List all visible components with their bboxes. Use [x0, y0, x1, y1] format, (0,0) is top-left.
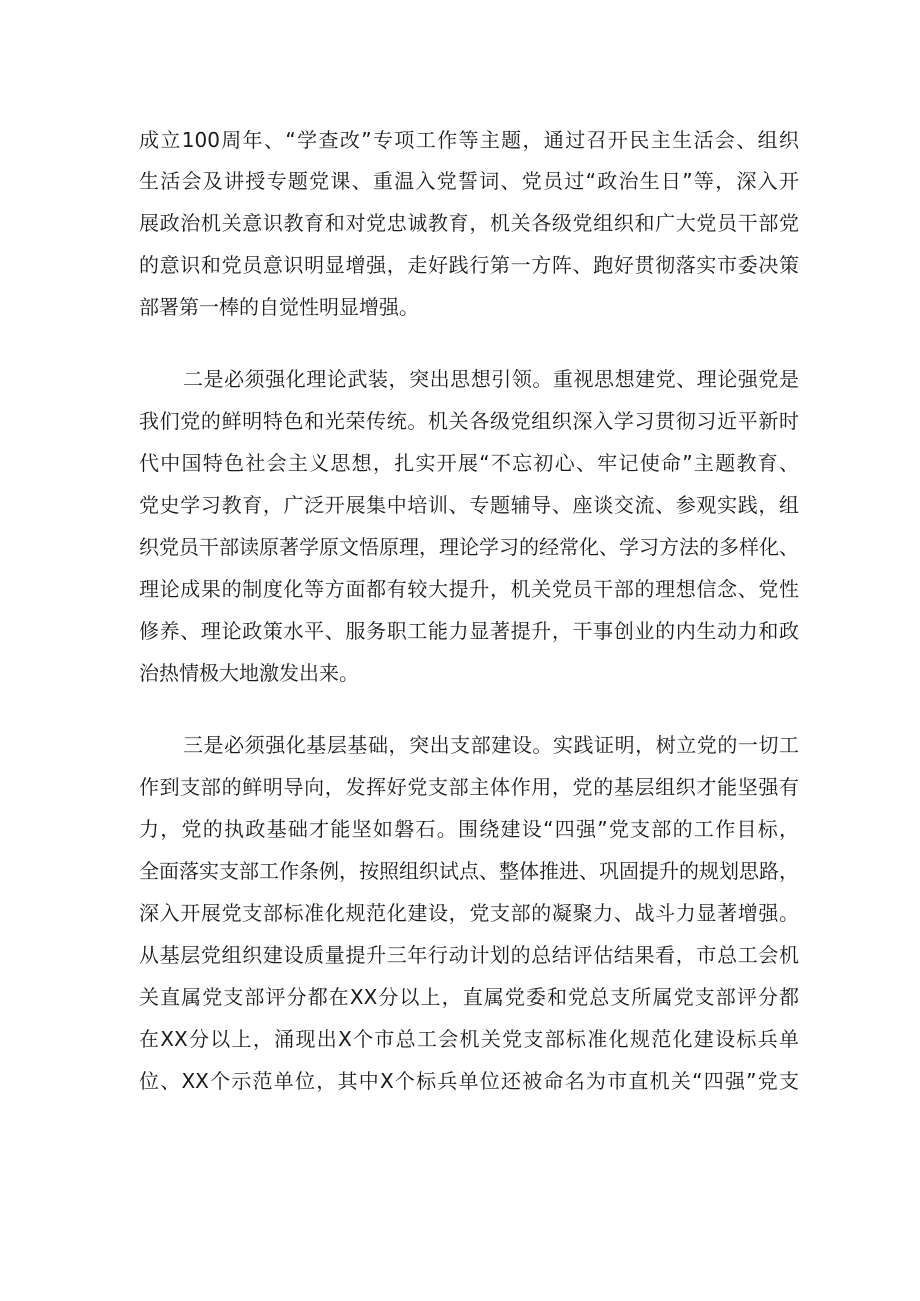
paragraph-2-line-6: 理论成果的制度化等方面都有较大提升，机关党员干部的理想信念、党性 — [139, 577, 799, 601]
paragraph-3-line-6: 从基层党组织建设质量提升三年行动计划的总结评估结果看，市总工会机 — [139, 943, 799, 967]
paragraph-3-line-7: 关直属党支部评分都在XX分以上，直属党委和党总支所属党支部评分都 — [139, 985, 799, 1009]
paragraph-2-line-5: 织党员干部读原著学原文悟原理，理论学习的经常化、学习方法的多样化、 — [139, 535, 799, 559]
paragraph-1-line-4: 的意识和党员意识明显增强，走好践行第一方阵、跑好贯彻落实市委决策 — [139, 253, 799, 277]
paragraph-2-line-8: 治热情极大地激发出来。 — [139, 661, 359, 685]
paragraph-3-line-9: 位、XX个示范单位，其中X个标兵单位还被命名为市直机关“四强”党支 — [139, 1069, 799, 1093]
paragraph-2-line-3: 代中国特色社会主义思想，扎实开展“不忘初心、牢记使命”主题教育、 — [139, 451, 799, 475]
paragraph-2-line-1: 二是必须强化理论武装，突出思想引领。重视思想建党、理论强党是 — [183, 367, 799, 391]
paragraph-3-line-1: 三是必须强化基层基础，突出支部建设。实践证明，树立党的一切工 — [183, 733, 799, 757]
paragraph-1-line-1: 成立100周年、“学查改”专项工作等主题，通过召开民主生活会、组织 — [139, 128, 799, 152]
paragraph-2-line-7: 修养、理论政策水平、服务职工能力显著提升，干事创业的内生动力和政 — [139, 619, 799, 643]
paragraph-1-line-3: 展政治机关意识教育和对党忠诚教育，机关各级党组织和广大党员干部党 — [139, 211, 799, 235]
paragraph-2-line-4: 党史学习教育，广泛开展集中培训、专题辅导、座谈交流、参观实践，组 — [139, 493, 799, 517]
paragraph-1-line-5: 部署第一棒的自觉性明显增强。 — [139, 295, 419, 319]
paragraph-1-line-2: 生活会及讲授专题党课、重温入党誓词、党员过“政治生日”等，深入开 — [139, 169, 799, 193]
paragraph-3-line-4: 全面落实支部工作条例，按照组织试点、整体推进、巩固提升的规划思路， — [139, 859, 799, 883]
paragraph-3-line-3: 力，党的执政基础才能坚如磐石。围绕建设“四强”党支部的工作目标， — [139, 817, 799, 841]
paragraph-3-line-2: 作到支部的鲜明导向，发挥好党支部主体作用，党的基层组织才能坚强有 — [139, 775, 799, 799]
paragraph-3-line-5: 深入开展党支部标准化规范化建设，党支部的凝聚力、战斗力显著增强。 — [139, 901, 799, 925]
paragraph-2-line-2: 我们党的鲜明特色和光荣传统。机关各级党组织深入学习贯彻习近平新时 — [139, 409, 799, 433]
paragraph-3-line-8: 在XX分以上，涌现出X个市总工会机关党支部标准化规范化建设标兵单 — [139, 1027, 799, 1051]
